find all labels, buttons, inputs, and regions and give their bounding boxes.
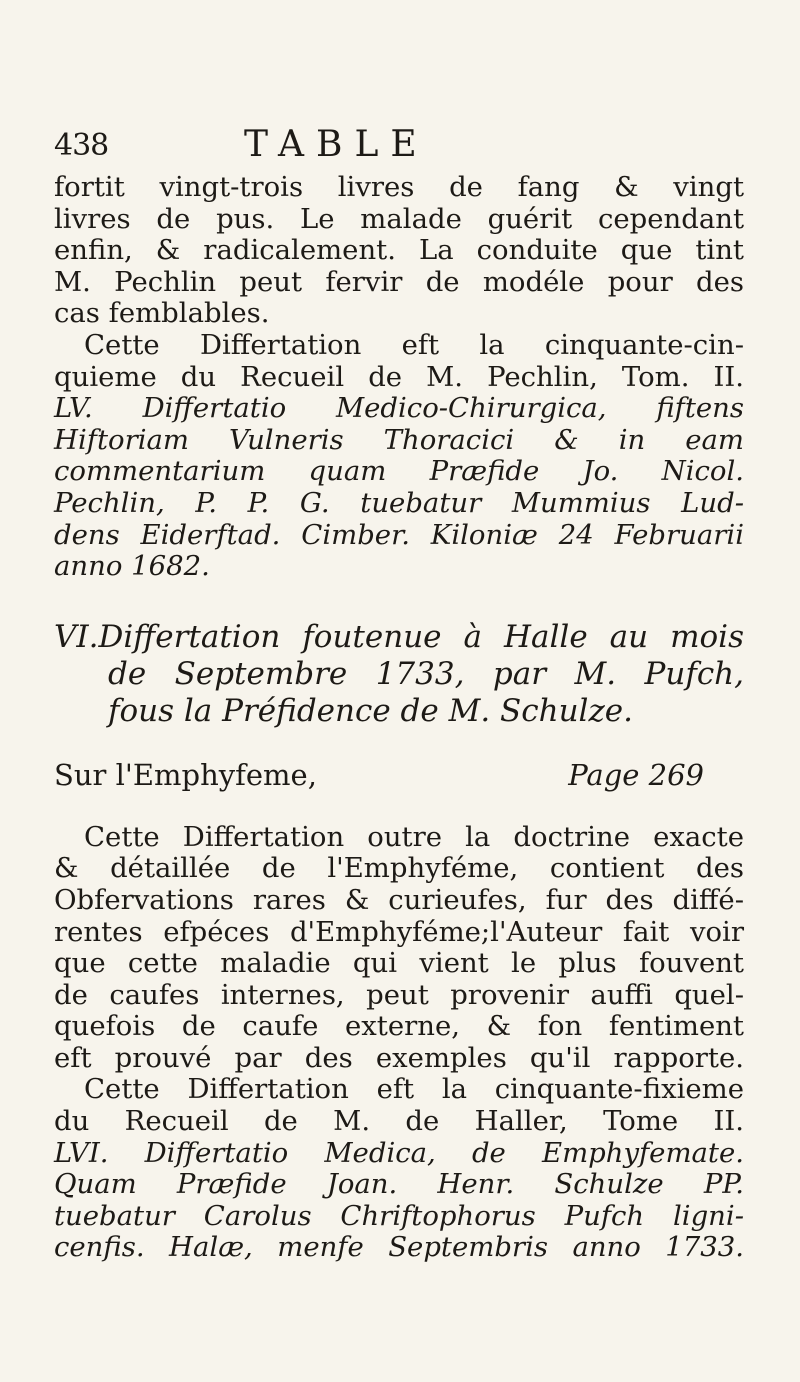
- text-line: LV. Differtatio Medico-Chirurgica, fiftens: [54, 392, 744, 425]
- heading-line: fous la Préfidence de M. Schulze.: [108, 692, 634, 729]
- section-vi-heading: [54, 619, 744, 730]
- running-title: TABLE: [244, 124, 429, 165]
- text-line: M. Pechlin peut fervir de modéle pour des: [54, 265, 744, 298]
- text-line: Obfervations rares & curieufes, fur des diffé-: [54, 883, 744, 916]
- text-line: rentes efpéces d'Emphyféme;l'Auteur fait voir: [54, 915, 744, 948]
- continued-entry-text: [54, 172, 744, 330]
- text-line: tuebatur Carolus Chriftophorus Pufch ligni-: [54, 1199, 744, 1232]
- section-vi-body: [54, 822, 744, 1138]
- text-line: que cette maladie qui vient le plus fouvent: [54, 947, 744, 980]
- heading-line: VI.Differtation foutenue à Halle au mois: [54, 618, 744, 655]
- text-line: & détaillée de l'Emphyféme, contient des: [54, 852, 744, 885]
- latin-citation-lv: [54, 393, 744, 583]
- text-line: commentarium quam Præfide Jo. Nicol.: [54, 455, 744, 488]
- text-line: Cette Differtation outre la doctrine exacte: [84, 820, 744, 853]
- latin-citation-lvi: [54, 1138, 744, 1264]
- page-header: [54, 124, 740, 168]
- text-line: Hiftoriam Vulneris Thoracici & in eam: [54, 423, 744, 456]
- text-line: Cette Differtation eft la cinquante-fixieme: [84, 1073, 744, 1106]
- page-reference: Page 269: [568, 757, 704, 792]
- text-line: LVI. Differtatio Medica, de Emphyfemate.: [54, 1136, 744, 1169]
- page-body: [54, 172, 744, 1264]
- page-number: 438: [54, 128, 109, 163]
- recueil-note: [54, 330, 744, 393]
- text-line: Quam Præfide Joan. Henr. Schulze PP.: [54, 1168, 744, 1201]
- text-line: Pechlin, P. P. G. tuebatur Mummius Lud-: [54, 486, 744, 519]
- text-line: de caufes internes, peut provenir auffi quel-: [54, 978, 744, 1011]
- heading-line: de Septembre 1733, par M. Pufch,: [108, 655, 744, 692]
- text-line: livres de pus. Le malade guérit cependant: [54, 202, 744, 235]
- text-line: quefois de caufe externe, & fon fentiment: [54, 1010, 744, 1043]
- text-line: cenfis. Halæ, menfe Septembris anno 1733.: [54, 1231, 744, 1264]
- text-line: cas femblables.: [54, 297, 270, 330]
- text-line: dens Eiderftad. Cimber. Kiloniæ 24 Februarii: [54, 518, 744, 551]
- text-line: quieme du Recueil de M. Pechlin, Tom. II.: [54, 360, 744, 393]
- topic-label: Sur l'Emphyfeme,: [54, 757, 317, 792]
- text-line: fortit vingt-trois livres de fang & vingt: [54, 171, 744, 203]
- text-line: du Recueil de M. de Haller, Tome II.: [54, 1105, 744, 1138]
- text-line: Cette Differtation eft la cinquante-cin-: [84, 328, 744, 361]
- text-line: eft prouvé par des exemples qu'il rapporte.: [54, 1041, 744, 1074]
- text-line: anno 1682.: [54, 550, 210, 583]
- text-line: enfin, & radicalement. La conduite que tint: [54, 234, 744, 267]
- topic-line: [54, 758, 744, 792]
